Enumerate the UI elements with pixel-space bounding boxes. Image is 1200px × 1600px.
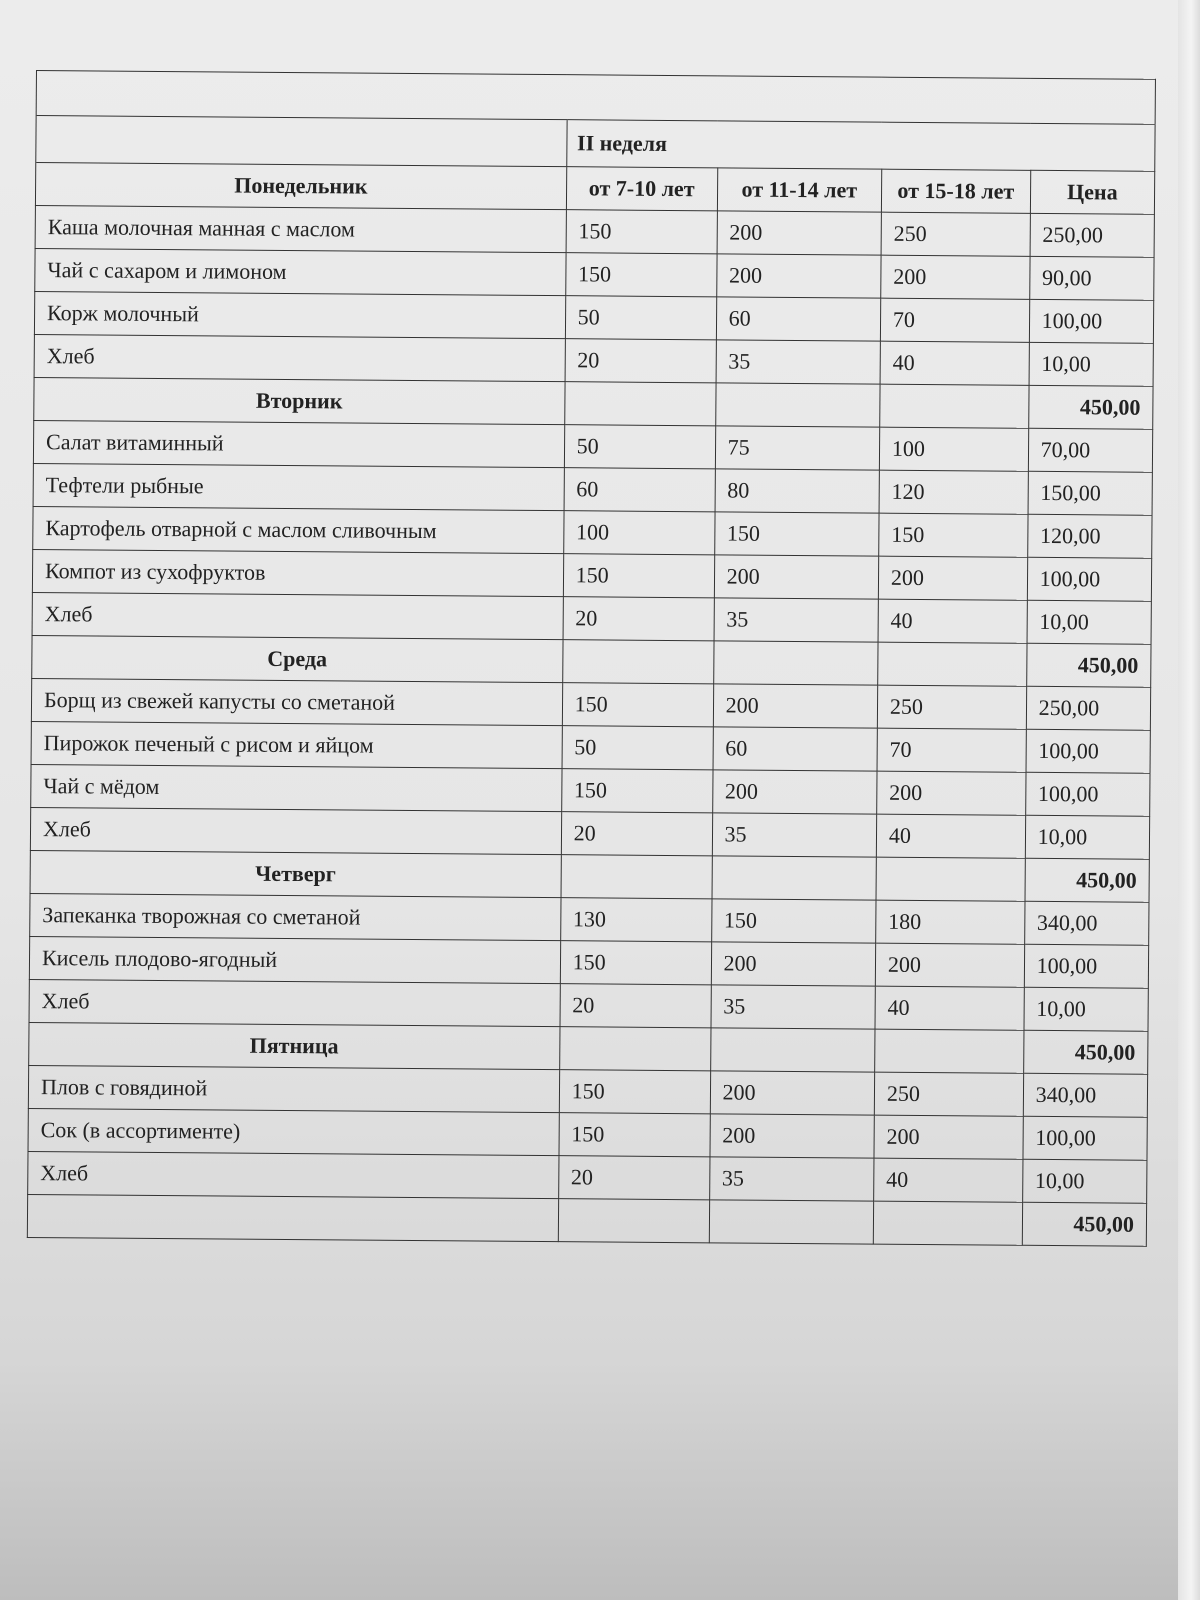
day-total: 450,00 bbox=[1028, 385, 1153, 429]
portion-11-14: 200 bbox=[716, 254, 881, 298]
portion-11-14: 200 bbox=[712, 770, 877, 814]
day-label: Вторник bbox=[34, 377, 565, 424]
day-total: 450,00 bbox=[1026, 643, 1151, 687]
portion-7-10: 60 bbox=[564, 468, 715, 512]
day-label: Четверг bbox=[30, 850, 561, 897]
empty-cell bbox=[564, 382, 715, 426]
portion-15-18: 40 bbox=[874, 1158, 1023, 1202]
dish-price: 100,00 bbox=[1027, 557, 1152, 601]
portion-11-14: 35 bbox=[714, 598, 879, 642]
dish-price: 100,00 bbox=[1029, 299, 1154, 343]
dish-price: 340,00 bbox=[1024, 901, 1149, 945]
empty-cell bbox=[875, 1029, 1024, 1073]
portion-11-14: 200 bbox=[711, 942, 876, 986]
header-age-11-14: от 11-14 лет bbox=[717, 168, 882, 212]
portion-11-14: 60 bbox=[713, 727, 878, 771]
portion-15-18: 250 bbox=[874, 1072, 1023, 1116]
day-total: 450,00 bbox=[1025, 858, 1150, 902]
portion-11-14: 200 bbox=[710, 1071, 875, 1115]
dish-price: 120,00 bbox=[1027, 514, 1152, 558]
portion-7-10: 150 bbox=[563, 554, 714, 598]
dish-price: 70,00 bbox=[1028, 428, 1153, 472]
dish-price: 10,00 bbox=[1024, 987, 1149, 1031]
dish-price: 100,00 bbox=[1024, 944, 1149, 988]
portion-11-14: 75 bbox=[715, 426, 880, 470]
menu-sheet bbox=[27, 70, 1156, 1247]
portion-11-14: 150 bbox=[714, 512, 879, 556]
portion-15-18: 40 bbox=[875, 986, 1024, 1030]
portion-11-14: 35 bbox=[709, 1157, 874, 1201]
day-row bbox=[27, 1194, 1146, 1246]
portion-7-10: 20 bbox=[558, 1156, 709, 1200]
empty-cell bbox=[878, 642, 1027, 686]
dish-name: Хлеб bbox=[32, 592, 563, 639]
portion-11-14: 200 bbox=[717, 211, 882, 255]
empty-cell bbox=[715, 383, 880, 427]
empty-cell bbox=[713, 641, 878, 685]
portion-15-18: 120 bbox=[879, 470, 1028, 514]
portion-11-14: 35 bbox=[716, 340, 881, 384]
portion-7-10: 150 bbox=[559, 1070, 710, 1114]
dish-price: 10,00 bbox=[1022, 1159, 1147, 1203]
dish-name: Хлеб bbox=[34, 334, 565, 381]
dish-name: Чай с мёдом bbox=[31, 764, 562, 811]
portion-7-10: 150 bbox=[562, 683, 713, 727]
portion-15-18: 70 bbox=[880, 298, 1029, 342]
portion-7-10: 150 bbox=[559, 1113, 710, 1157]
dish-price: 10,00 bbox=[1025, 815, 1150, 859]
dish-name: Каша молочная манная с маслом bbox=[35, 205, 566, 252]
empty-cell bbox=[873, 1201, 1022, 1245]
portion-15-18: 70 bbox=[877, 728, 1026, 772]
portion-7-10: 20 bbox=[565, 339, 716, 383]
dish-price: 100,00 bbox=[1025, 772, 1150, 816]
empty-cell bbox=[712, 856, 877, 900]
menu-body bbox=[27, 205, 1154, 1246]
dish-name: Чай с сахаром и лимоном bbox=[35, 248, 566, 295]
dish-name: Хлеб bbox=[28, 1151, 559, 1198]
portion-15-18: 250 bbox=[877, 685, 1026, 729]
portion-7-10: 150 bbox=[565, 253, 716, 297]
empty-cell bbox=[876, 857, 1025, 901]
portion-15-18: 150 bbox=[879, 513, 1028, 557]
dish-price: 10,00 bbox=[1029, 342, 1154, 386]
portion-15-18: 40 bbox=[876, 814, 1025, 858]
dish-name: Картофель отварной с маслом сливочным bbox=[33, 506, 564, 553]
portion-15-18: 40 bbox=[880, 341, 1029, 385]
portion-11-14: 200 bbox=[713, 684, 878, 728]
header-age-7-10: от 7-10 лет bbox=[566, 167, 717, 211]
empty-cell bbox=[710, 1028, 875, 1072]
dish-name: Кисель плодово-ягодный bbox=[29, 936, 560, 983]
dish-name: Плов с говядиной bbox=[28, 1065, 559, 1112]
portion-15-18: 200 bbox=[875, 943, 1024, 987]
portion-7-10: 20 bbox=[561, 812, 712, 856]
dish-price: 340,00 bbox=[1023, 1073, 1148, 1117]
portion-11-14: 200 bbox=[714, 555, 879, 599]
portion-15-18: 200 bbox=[881, 255, 1030, 299]
dish-name: Борщ из свежей капусты со сметаной bbox=[31, 678, 562, 725]
portion-7-10: 50 bbox=[564, 425, 715, 469]
portion-7-10: 150 bbox=[560, 941, 711, 985]
dish-price: 10,00 bbox=[1027, 600, 1152, 644]
portion-11-14: 200 bbox=[710, 1114, 875, 1158]
empty-cell bbox=[709, 1200, 874, 1244]
portion-7-10: 150 bbox=[561, 769, 712, 813]
portion-7-10: 150 bbox=[566, 210, 717, 254]
dish-name: Хлеб bbox=[29, 979, 560, 1026]
week-spacer-cell bbox=[36, 116, 567, 167]
portion-11-14: 80 bbox=[715, 469, 880, 513]
dish-name: Запеканка творожная со сметаной bbox=[30, 893, 561, 940]
dish-price: 250,00 bbox=[1026, 686, 1151, 730]
day-label bbox=[27, 1194, 558, 1241]
portion-11-14: 35 bbox=[711, 985, 876, 1029]
dish-name: Компот из сухофруктов bbox=[32, 549, 563, 596]
dish-price: 90,00 bbox=[1029, 256, 1154, 300]
portion-15-18: 250 bbox=[881, 212, 1030, 256]
day-label: Среда bbox=[32, 635, 563, 682]
empty-cell bbox=[562, 640, 713, 684]
portion-11-14: 60 bbox=[716, 297, 881, 341]
empty-cell bbox=[559, 1027, 710, 1071]
portion-7-10: 20 bbox=[563, 597, 714, 641]
day-total: 450,00 bbox=[1022, 1202, 1147, 1246]
portion-7-10: 50 bbox=[562, 726, 713, 770]
portion-7-10: 20 bbox=[560, 984, 711, 1028]
week-title: II неделя bbox=[566, 120, 1155, 172]
dish-name: Салат витаминный bbox=[33, 420, 564, 467]
portion-15-18: 200 bbox=[874, 1115, 1023, 1159]
portion-11-14: 150 bbox=[711, 899, 876, 943]
portion-15-18: 100 bbox=[879, 427, 1028, 471]
portion-7-10: 50 bbox=[565, 296, 716, 340]
empty-cell bbox=[561, 855, 712, 899]
dish-name: Хлеб bbox=[30, 807, 561, 854]
portion-15-18: 200 bbox=[878, 556, 1027, 600]
dish-name: Тефтели рыбные bbox=[33, 463, 564, 510]
menu-table bbox=[27, 70, 1156, 1247]
dish-name: Корж молочный bbox=[34, 291, 565, 338]
header-price: Цена bbox=[1030, 170, 1155, 214]
empty-cell bbox=[880, 384, 1029, 428]
dish-name: Сок (в ассортименте) bbox=[28, 1108, 559, 1155]
portion-7-10: 100 bbox=[563, 511, 714, 555]
portion-11-14: 35 bbox=[712, 813, 877, 857]
paper-edge bbox=[1178, 0, 1200, 1600]
dish-price: 100,00 bbox=[1023, 1116, 1148, 1160]
day-label: Пятница bbox=[29, 1022, 560, 1069]
header-age-15-18: от 15-18 лет bbox=[881, 169, 1030, 213]
dish-price: 250,00 bbox=[1030, 213, 1155, 257]
dish-price: 150,00 bbox=[1028, 471, 1153, 515]
dish-price: 100,00 bbox=[1026, 729, 1151, 773]
portion-15-18: 40 bbox=[878, 599, 1027, 643]
portion-15-18: 180 bbox=[876, 900, 1025, 944]
portion-7-10: 130 bbox=[560, 898, 711, 942]
day-total: 450,00 bbox=[1023, 1030, 1148, 1074]
portion-15-18: 200 bbox=[877, 771, 1026, 815]
header-day: Понедельник bbox=[35, 163, 566, 210]
empty-cell bbox=[558, 1199, 709, 1243]
dish-name: Пирожок печеный с рисом и яйцом bbox=[31, 721, 562, 768]
